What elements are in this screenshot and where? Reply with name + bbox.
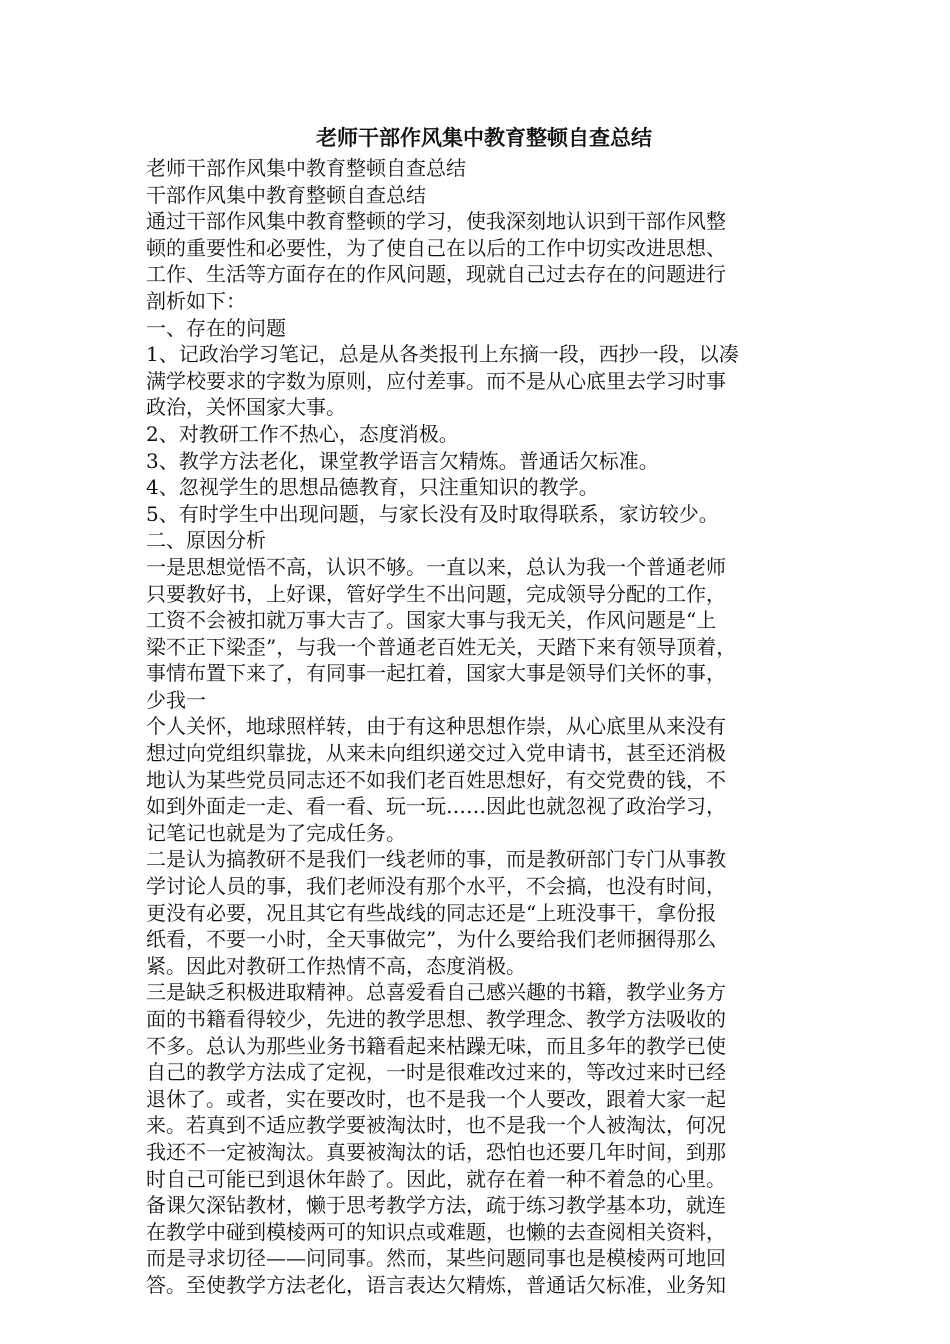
- text-line: 少我一: [146, 687, 206, 712]
- section-heading: 二、原因分析: [146, 528, 266, 553]
- text-line: 3、教学方法老化，课堂教学语言欠精炼。普通话欠标准。: [146, 448, 659, 473]
- text-line: 更没有必要，况且其它有些战线的同志还是“上班没事干，拿份报: [146, 900, 717, 925]
- document-page: [146, 121, 814, 1299]
- text-line: 4、忽视学生的思想品德教育，只注重知识的教学。: [146, 475, 599, 500]
- text-line: 在教学中碰到模棱两可的知识点或难题，也懒的去查阅相关资料，: [146, 1219, 726, 1244]
- text-line: 二是认为搞教研不是我们一线老师的事，而是教研部门专门从事教: [146, 847, 726, 872]
- text-line: 政治，关怀国家大事。: [146, 395, 346, 420]
- text-line: 通过干部作风集中教育整顿的学习，使我深刻地认识到干部作风整: [146, 209, 726, 234]
- text-line: 1、记政治学习笔记，总是从各类报刊上东摘一段，西抄一段，以凑: [146, 342, 739, 367]
- document-body: [146, 155, 814, 1299]
- text-line: 我还不一定被淘汰。真要被淘汰的话，恐怕也还要几年时间，到那: [146, 1139, 726, 1164]
- text-line: 老师干部作风集中教育整顿自查总结: [146, 156, 466, 180]
- document-title: 老师干部作风集中教育整顿自查总结: [316, 125, 652, 150]
- text-line: 学讨论人员的事，我们老师没有那个水平，不会搞，也没有时间，: [146, 874, 726, 899]
- text-line: 纸看，不要一小时，全天事做完”，为什么要给我们老师捆得那么: [146, 927, 717, 952]
- text-line: 不多。总认为那些业务书籍看起来枯躁无味，而且多年的教学已使: [146, 1033, 726, 1058]
- text-line: 梁不正下梁歪”，与我一个普通老百姓无关，天踏下来有领导顶着，: [146, 634, 737, 659]
- text-line: 自己的教学方法成了定视，一时是很难改过来的，等改过来时已经: [146, 1060, 726, 1085]
- text-line: 答。至使教学方法老化，语言表达欠精炼，普通话欠标准，业务知: [146, 1272, 726, 1297]
- text-line: 工资不会被扣就万事大吉了。国家大事与我无关，作风问题是“上: [146, 608, 717, 633]
- text-line: 备课欠深钻教材，懒于思考教学方法，疏于练习教学基本功，就连: [146, 1193, 726, 1218]
- text-line: 来。若真到不适应教学要被淘汰时，也不是我一个人被淘汰，何况: [146, 1113, 726, 1138]
- text-line: 干部作风集中教育整顿自查总结: [146, 182, 426, 207]
- text-line: 三是缺乏积极进取精神。总喜爱看自己感兴趣的书籍，教学业务方: [146, 980, 726, 1005]
- text-line: 只要教好书，上好课，管好学生不出问题，完成领导分配的工作，: [146, 581, 726, 606]
- section-heading: 一、存在的问题: [146, 315, 286, 340]
- text-line: 工作、生活等方面存在的作风问题，现就自己过去存在的问题进行: [146, 262, 726, 287]
- text-line: 退休了。或者，实在要改时，也不是我一个人要改，跟着大家一起: [146, 1086, 726, 1111]
- text-line: 一是思想觉悟不高，认识不够。一直以来，总认为我一个普通老师: [146, 554, 726, 579]
- text-line: 2、对教研工作不热心，态度消极。: [146, 421, 459, 446]
- text-line: 而是寻求切径——问同事。然而，某些问题同事也是模棱两可地回: [146, 1246, 726, 1271]
- text-line: 面的书籍看得较少，先进的教学思想、教学理念、教学方法吸收的: [146, 1007, 726, 1031]
- text-line: 时自己可能已到退休年龄了。因此，就存在着一种不着急的心里。: [146, 1166, 726, 1191]
- text-line: 记笔记也就是为了完成任务。: [146, 820, 406, 845]
- text-line: 如到外面走一走、看一看、玩一玩……因此也就忽视了政治学习，: [146, 794, 726, 819]
- text-line: 顿的重要性和必要性，为了使自己在以后的工作中切实改进思想、: [146, 235, 726, 260]
- text-line: 想过向党组织靠拢，从来未向组织递交过入党申请书，甚至还消极: [146, 741, 726, 766]
- text-line: 个人关怀，地球照样转，由于有这种思想作崇，从心底里从来没有: [146, 714, 726, 739]
- text-line: 事情布置下来了，有同事一起扛着，国家大事是领导们关怀的事，: [146, 661, 726, 686]
- text-line: 紧。因此对教研工作热情不高，态度消极。: [146, 953, 526, 978]
- text-line: 剖析如下：: [146, 288, 246, 313]
- text-line: 地认为某些党员同志还不如我们老百姓思想好，有交党费的钱，不: [146, 767, 726, 792]
- text-line: 满学校要求的字数为原则，应付差事。而不是从心底里去学习时事: [146, 368, 726, 393]
- text-line: 5、有时学生中出现问题，与家长没有及时取得联系，家访较少。: [146, 501, 719, 526]
